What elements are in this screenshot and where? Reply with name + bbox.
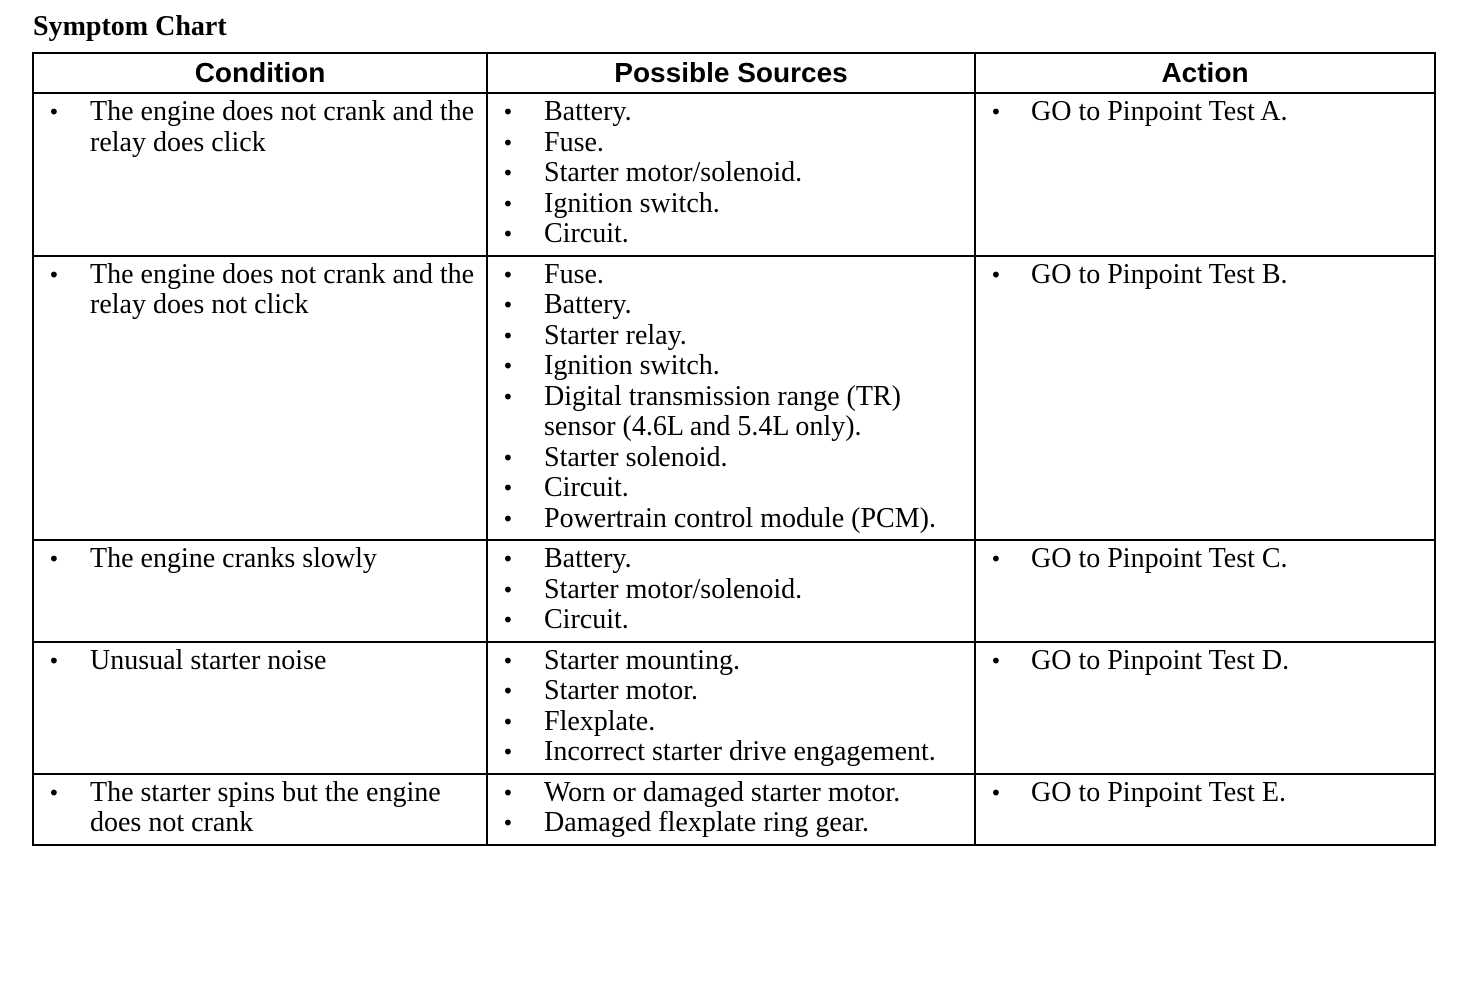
source-item: • Ignition switch. [496,189,966,220]
source-item: • Starter mounting. [496,646,966,677]
source-item: • Damaged flexplate ring gear. [496,808,966,839]
action-text: • GO to Pinpoint Test C. [984,544,1426,575]
action-cell [975,774,1435,845]
condition-cell [33,93,487,256]
source-item: • Starter motor/solenoid. [496,158,966,189]
column-header-possible-sources: Possible Sources [487,53,975,93]
source-item: • Battery. [496,290,966,321]
source-item: • Starter relay. [496,321,966,352]
action-cell [975,93,1435,256]
sources-cell [487,256,975,541]
source-item: • Circuit. [496,473,966,504]
table-row [33,93,1435,256]
source-item: • Ignition switch. [496,351,966,382]
condition-text: • The engine does not crank and the relay does click [42,97,478,158]
action-text: • GO to Pinpoint Test A. [984,97,1426,128]
sources-cell [487,540,975,642]
condition-text: • Unusual starter noise [42,646,478,677]
source-item: • Starter solenoid. [496,443,966,474]
source-item: • Fuse. [496,128,966,159]
condition-text: • The starter spins but the engine does not crank [42,778,478,839]
condition-cell [33,540,487,642]
source-item: • Starter motor. [496,676,966,707]
action-cell [975,256,1435,541]
table-row [33,774,1435,845]
action-cell [975,642,1435,774]
column-header-action: Action [975,53,1435,93]
condition-text: • The engine cranks slowly [42,544,478,575]
column-header-condition: Condition [33,53,487,93]
source-item: • Incorrect starter drive engagement. [496,737,966,768]
source-item: • Starter motor/solenoid. [496,575,966,606]
source-item: • Worn or damaged starter motor. [496,778,966,809]
sources-cell [487,642,975,774]
page-title: Symptom Chart [33,11,227,42]
action-text: • GO to Pinpoint Test E. [984,778,1426,809]
symptom-chart-table [32,52,1436,846]
source-item: • Circuit. [496,605,966,636]
action-text: • GO to Pinpoint Test B. [984,260,1426,291]
source-item: • Battery. [496,544,966,575]
source-item: • Powertrain control module (PCM). [496,504,966,535]
condition-cell [33,256,487,541]
sources-cell [487,93,975,256]
source-item: • Battery. [496,97,966,128]
source-item: • Fuse. [496,260,966,291]
header-row [33,53,1435,93]
table-row [33,642,1435,774]
action-cell [975,540,1435,642]
source-item: • Digital transmission range (TR) sensor (4.6L and 5.4L only). [496,382,966,443]
sources-cell [487,774,975,845]
source-item: • Circuit. [496,219,966,250]
condition-text: • The engine does not crank and the relay does not click [42,260,478,321]
source-item: • Flexplate. [496,707,966,738]
table-row [33,540,1435,642]
condition-cell [33,642,487,774]
action-text: • GO to Pinpoint Test D. [984,646,1426,677]
condition-cell [33,774,487,845]
table-row [33,256,1435,541]
